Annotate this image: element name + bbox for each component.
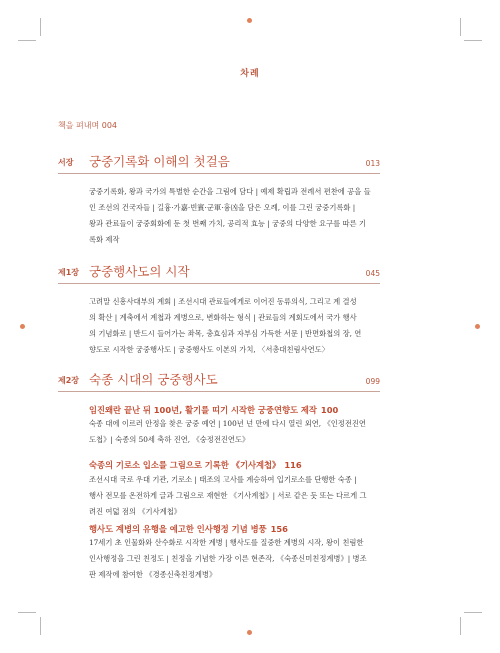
chapter-page: 099 bbox=[365, 377, 380, 386]
section-entry[interactable] bbox=[89, 523, 389, 535]
section-summary: 17세기 초 인물화와 산수화로 시작한 계병 | 행사도를 질중한 계병의 시작, 왕이 친림한 인사행정을 그린 친정도 | 친정을 기념한 가장 이른 현존작, 《숙종신미친정계병》| 병조 판 제작에 참여한 《경종신축친정계병》 bbox=[89, 538, 367, 579]
chapter-divider bbox=[58, 173, 380, 174]
registration-dot bbox=[247, 18, 252, 23]
section-title: 임진왜란 끝난 뒤 100년, 활기를 띠기 시작한 궁중연향도 제작 bbox=[89, 405, 317, 415]
chapter-page: 013 bbox=[365, 159, 380, 168]
chapter-page: 045 bbox=[365, 269, 380, 278]
registration-dot bbox=[475, 324, 480, 329]
chapter-number: 서장 bbox=[58, 158, 74, 167]
crop-mark bbox=[464, 40, 482, 41]
chapter-number: 제1장 bbox=[58, 268, 80, 277]
chapter-heading[interactable] bbox=[58, 153, 380, 171]
chapter-title: 숙종 시대의 궁중행사도 bbox=[89, 372, 218, 387]
chapter-summary: 궁중기록화, 왕과 국가의 특별한 순간을 그림에 담다 | 예제 확립과 전례서 편찬에 공을 들 인 조선의 건국자들 | 길흉·가嘉·빈賓·군軍·흉凶을 담은 오례, 이를 그린 궁중기록화 | 왕과 관료들이 궁중회화에 둔 첫 번째 가치, 공리적 효능 | 궁중의 다양한 요구를 따른 기 록화 제작 bbox=[89, 187, 371, 244]
chapter-summary: 고려말 신흥사대부의 계회 | 조선시대 관료들에게로 이어진 동류의식, 그리고 계 결성 의 확산 | 계축에서 계첩과 계병으로, 변화하는 형식 | 관료들의 계회도에서 국가 행사 의 기념화로 | 반드시 들어가는 좌목, 충효심과 자부심 가득한 서문 | 반면화첩의 장, 연 향도로 시작한 궁중행사도 | 궁중행사도 이본의 가치, 〈서총대친림사연도〉 bbox=[89, 297, 362, 354]
toc-title: 차례 bbox=[240, 69, 260, 79]
crop-mark bbox=[464, 612, 482, 613]
crop-mark bbox=[460, 18, 461, 36]
preface-entry[interactable]: 책을 펴내며 004 bbox=[58, 121, 117, 130]
chapter-title: 궁중행사도의 시작 bbox=[89, 264, 190, 279]
section-summary: 숙종 대에 이르러 안정을 찾은 궁중 예연 | 100년 넌 만에 다시 열린 외연, 《인정전진연 도첩》| 숙종의 50세 축하 진연, 《숭정전진연도》 bbox=[89, 419, 366, 444]
section-entry[interactable] bbox=[89, 404, 389, 416]
section-entry[interactable] bbox=[89, 459, 389, 471]
crop-mark bbox=[18, 40, 36, 41]
registration-dot bbox=[247, 630, 252, 635]
section-title: 숙종의 기로소 입소를 그림으로 기록한 《기사계첩》 bbox=[89, 460, 281, 470]
chapter-title: 궁중기록화 이해의 첫걸음 bbox=[89, 154, 230, 169]
crop-mark bbox=[40, 617, 41, 635]
chapter-heading[interactable] bbox=[58, 371, 380, 389]
chapter-heading[interactable] bbox=[58, 263, 380, 281]
chapter-number: 제2장 bbox=[58, 376, 80, 385]
chapter-divider bbox=[58, 283, 380, 284]
crop-mark bbox=[40, 18, 41, 36]
section-page: 100 bbox=[320, 405, 339, 415]
crop-mark bbox=[18, 612, 36, 613]
section-page: 156 bbox=[270, 524, 288, 534]
section-title: 행사도 계병의 유행을 예고한 인사행정 기념 병풍 bbox=[89, 524, 267, 534]
registration-dot bbox=[20, 324, 25, 329]
section-summary: 조선시대 국로 우대 기관, 기로소 | 태조의 고사를 계승하여 입기로소를 단행한 숙종 | 행사 전모를 온전하게 글과 그림으로 재현한 《기사계첩》| 서로 같은 듯 또는 다르게 그 려진 여덟 점의 《기사계첩》 bbox=[89, 475, 367, 516]
section-page: 116 bbox=[284, 460, 302, 470]
chapter-divider bbox=[58, 391, 380, 392]
crop-mark bbox=[460, 617, 461, 635]
